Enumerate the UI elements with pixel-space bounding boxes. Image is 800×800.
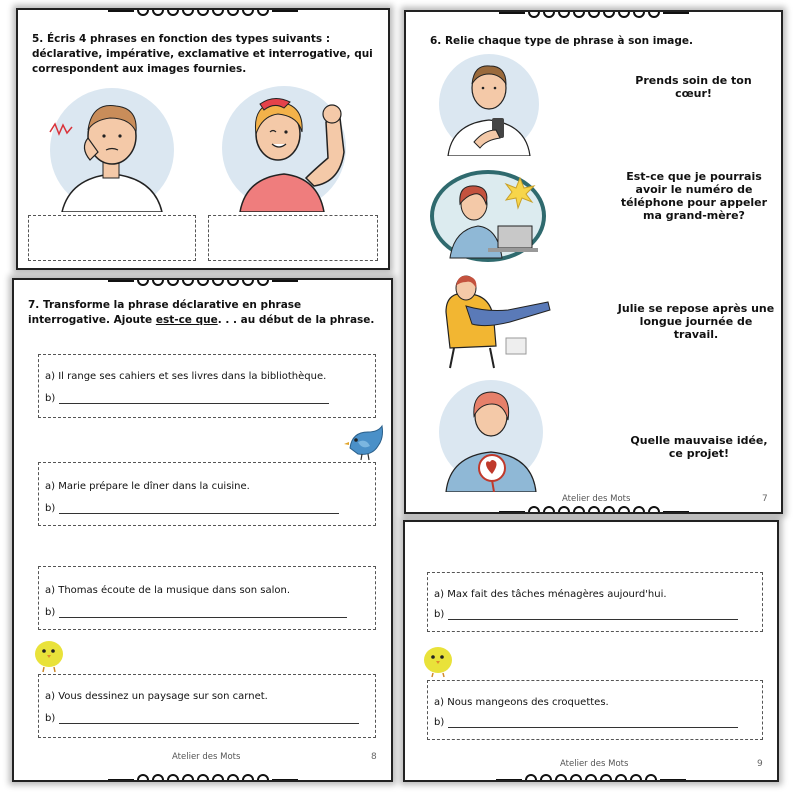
exercise-item-box	[38, 462, 376, 526]
worksheet-page-8	[12, 278, 393, 782]
ring-binding	[406, 10, 781, 20]
exercise-item-box	[38, 566, 376, 630]
page-number: 7	[762, 494, 768, 504]
sentence-card: Quelle mauvaise idée, ce projet!	[630, 434, 768, 460]
ring-binding	[18, 8, 388, 18]
ring-binding	[14, 772, 391, 782]
page-number: 9	[757, 759, 763, 769]
answer-label: b)	[45, 503, 56, 514]
chick-icon	[30, 634, 68, 674]
answer-line[interactable]	[45, 713, 359, 724]
item-sentence: a) Vous dessinez un paysage sur son carnet.	[45, 691, 268, 702]
man-listening-illustration	[40, 82, 180, 212]
worksheet-page-5	[16, 8, 390, 270]
title-text: 7. Transforme la phrase déclarative en phrase interrogative. Ajoute	[28, 299, 302, 326]
answer-label: b)	[45, 713, 56, 724]
worksheet-page-9	[403, 520, 779, 782]
item-sentence: a) Thomas écoute de la musique dans son salon.	[45, 585, 291, 596]
question-title: 6. Relie chaque type de phrase à son image.	[430, 35, 694, 47]
title-keyword: est-ce que	[155, 314, 218, 326]
sentence-card: Est-ce que je pourrais avoir le numéro de téléphone pour appeler ma grand-mère?	[620, 170, 768, 222]
item-sentence: a) Il range ses cahiers et ses livres dans la bibliothèque.	[45, 371, 327, 382]
question-title	[28, 298, 378, 328]
bird-icon	[344, 422, 388, 462]
man-phone-illustration	[434, 52, 544, 156]
title-text: . . . au début de la phrase.	[217, 314, 375, 326]
answer-line[interactable]	[45, 393, 329, 404]
answer-label: b)	[434, 609, 445, 620]
exercise-item-box	[427, 572, 763, 632]
woman-relaxing-illustration	[436, 266, 560, 370]
answer-label: b)	[45, 393, 56, 404]
answer-line[interactable]	[434, 717, 738, 728]
item-sentence: a) Nous mangeons des croquettes.	[434, 697, 609, 708]
item-sentence: a) Marie prépare le dîner dans la cuisine.	[45, 481, 250, 492]
woman-laptop-illustration	[428, 164, 548, 264]
woman-flexing-illustration	[214, 82, 364, 212]
footer-brand: Atelier des Mots	[172, 752, 241, 762]
sentence-card: Julie se repose après une longue journée de travail.	[617, 302, 775, 341]
page-number: 8	[371, 752, 377, 762]
item-sentence: a) Max fait des tâches ménagères aujourd'hui.	[434, 589, 667, 600]
answer-label: b)	[45, 607, 56, 618]
answer-label: b)	[434, 717, 445, 728]
woman-heart-illustration	[436, 376, 546, 492]
answer-line[interactable]	[45, 503, 339, 514]
chick-icon	[419, 640, 457, 678]
ring-binding	[405, 772, 777, 782]
answer-line[interactable]	[45, 607, 347, 618]
exercise-item-box	[427, 680, 763, 740]
answer-box[interactable]	[28, 215, 196, 261]
answer-box[interactable]	[208, 215, 378, 261]
exercise-item-box	[38, 674, 376, 738]
worksheet-page-7	[404, 10, 783, 514]
footer-brand: Atelier des Mots	[562, 494, 631, 504]
ring-binding	[406, 504, 781, 514]
footer-brand: Atelier des Mots	[560, 759, 629, 769]
exercise-item-box	[38, 354, 376, 418]
question-title: 5. Écris 4 phrases en fonction des types suivants : déclarative, impérative, exclamative et interrogative, qui correspondent aux images fournies.	[32, 33, 373, 75]
ring-binding	[14, 278, 391, 288]
sentence-card: Prends soin de ton cœur!	[635, 74, 752, 100]
answer-line[interactable]	[434, 609, 738, 620]
